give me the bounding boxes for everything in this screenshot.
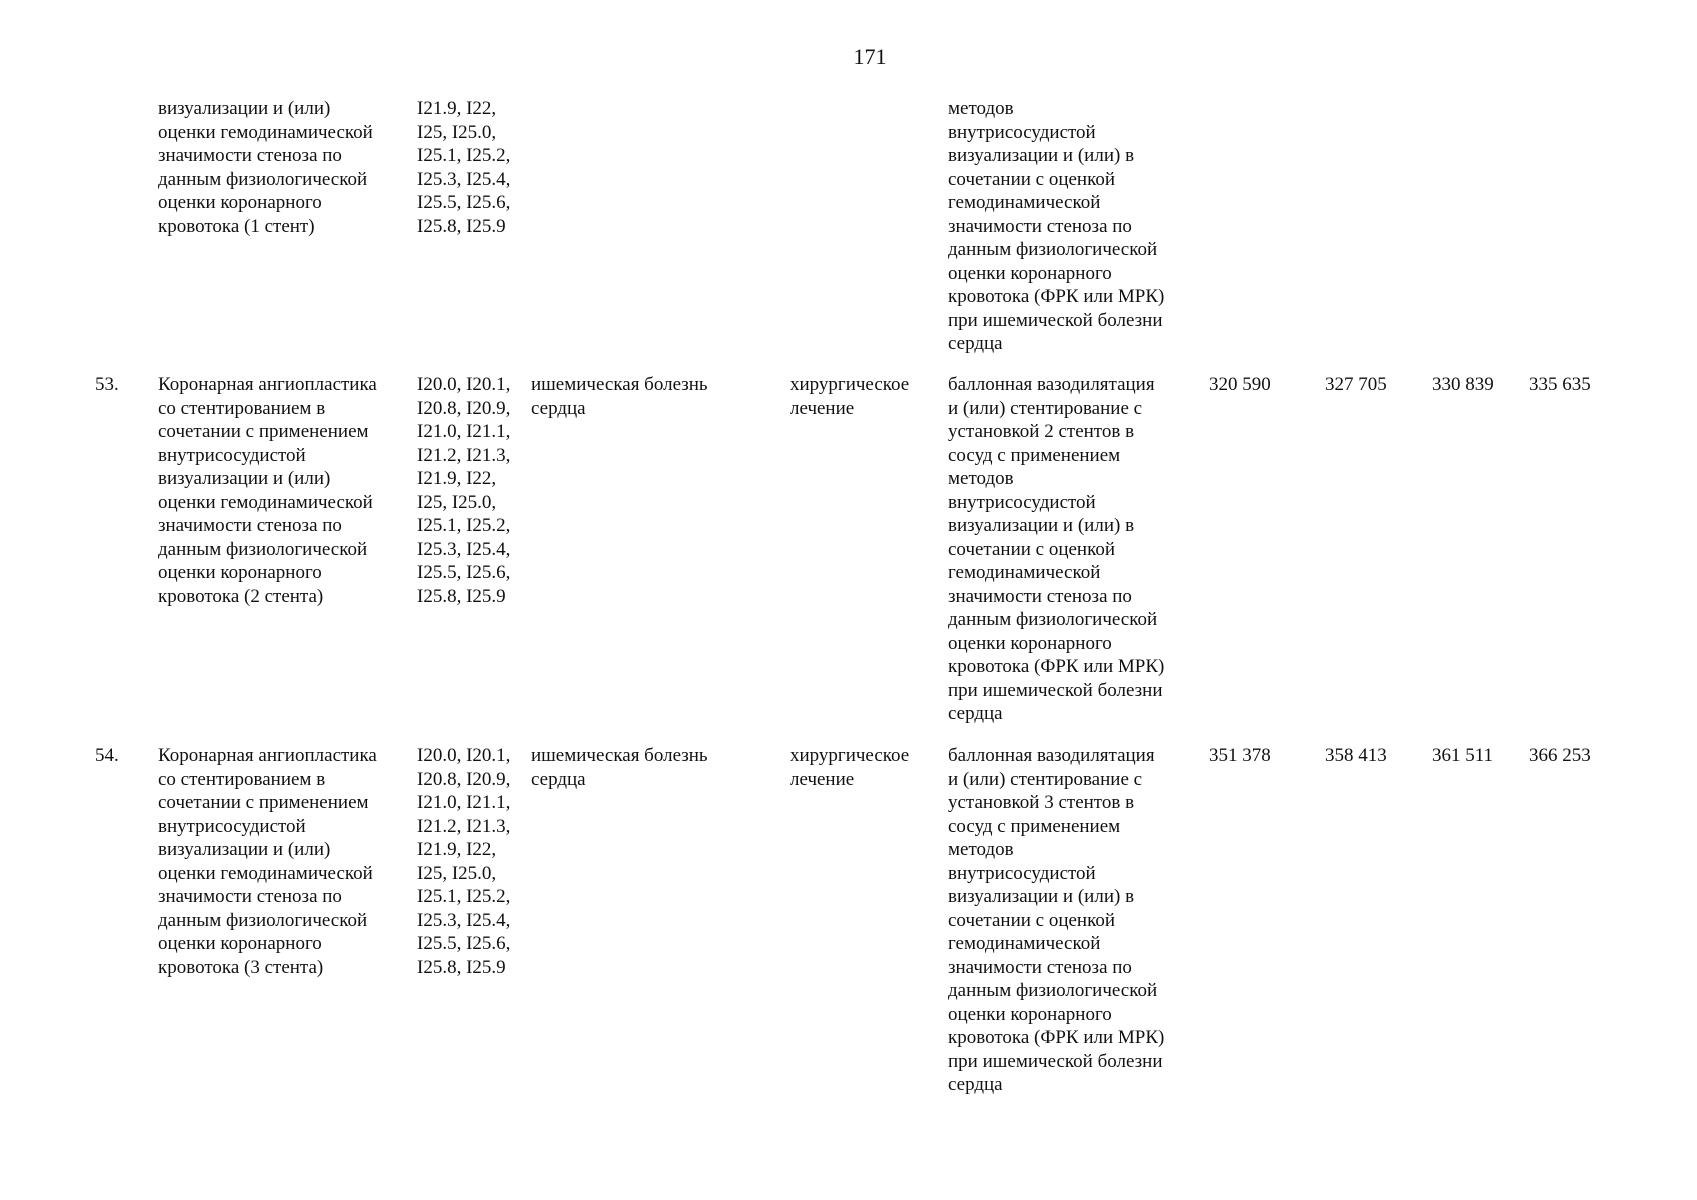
treatment-method: баллонная вазодилятация и (или) стентирование с установкой 3 стентов в сосуд с применением методов внутрисосудистой визуализации и (или) в сочетании с оценкой гемодинамической значимости стеноза по данным физиологической оценки коронарного кровотока (ФРК или МРК) при ишемической болезни сердца <box>948 745 1165 1095</box>
treatment-method: баллонная вазодилятация и (или) стентирование с установкой 2 стентов в сосуд с применением методов внутрисосудистой визуализации и (или) в сочетании с оценкой гемодинамической значимости стеноза по данным физиологической оценки коронарного кровотока (ФРК или МРК) при ишемической болезни сердца <box>948 374 1165 724</box>
cost-value-3: 330 839 <box>1432 374 1494 395</box>
service-name: Коронарная ангиопластика со стентированием в сочетании с применением внутрисосудистой визуализации и (или) оценки гемодинамической значимости стеноза по данным физиологической оценки коронарного кровотока (2 стента) <box>158 374 377 607</box>
cost-value-1: 320 590 <box>1209 374 1271 395</box>
icd-codes: I20.0, I20.1, I20.8, I20.9, I21.0, I21.1, I21.2, I21.3, I21.9, I22, I25, I25.0, I25.1, I25.2, I25.3, I25.4, I25.5, I25.6, I25.8, I25.9 <box>417 374 511 607</box>
cost-value-2: 358 413 <box>1325 745 1387 766</box>
disease: ишемическая болезнь сердца <box>531 374 708 419</box>
treatment-type: хирургическое лечение <box>790 745 910 790</box>
row-number: 53. <box>95 374 119 395</box>
cost-value-2: 327 705 <box>1325 374 1387 395</box>
service-name: визуализации и (или) оценки гемодинамической значимости стеноза по данным физиологической оценки коронарного кровотока (1 стент) <box>158 98 373 237</box>
cost-value-4: 335 635 <box>1529 374 1591 395</box>
cost-value-4: 366 253 <box>1529 745 1591 766</box>
row-number: 54. <box>95 745 119 766</box>
service-name: Коронарная ангиопластика со стентированием в сочетании с применением внутрисосудистой визуализации и (или) оценки гемодинамической значимости стеноза по данным физиологической оценки коронарного кровотока (3 стента) <box>158 745 377 978</box>
treatment-method: методов внутрисосудистой визуализации и (или) в сочетании с оценкой гемодинамической значимости стеноза по данным физиологической оценки коронарного кровотока (ФРК или МРК) при ишемической болезни сердца <box>948 98 1165 354</box>
icd-codes: I20.0, I20.1, I20.8, I20.9, I21.0, I21.1, I21.2, I21.3, I21.9, I22, I25, I25.0, I25.1, I25.2, I25.3, I25.4, I25.5, I25.6, I25.8, I25.9 <box>417 745 511 978</box>
icd-codes: I21.9, I22, I25, I25.0, I25.1, I25.2, I25.3, I25.4, I25.5, I25.6, I25.8, I25.9 <box>417 98 511 237</box>
cost-value-1: 351 378 <box>1209 745 1271 766</box>
disease: ишемическая болезнь сердца <box>531 745 708 790</box>
page-number: 171 <box>853 44 887 69</box>
treatment-type: хирургическое лечение <box>790 374 910 419</box>
cost-value-3: 361 511 <box>1432 745 1494 766</box>
